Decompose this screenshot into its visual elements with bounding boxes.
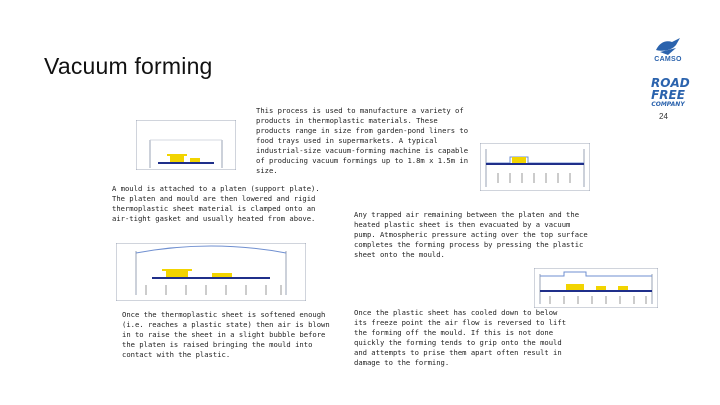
camso-wordmark: CAMSO [654, 56, 682, 63]
logo-road: ROAD [651, 76, 690, 90]
intro-paragraph: This process is used to manufacture a variety of products in thermoplastic materials. These products range in size from garden-pond liners to food trays used in supermarkets. A typical industrial-size vacuum-forming machine is capable of producing vacuum formings up to 1.8m x 1.5m in size. [256, 106, 469, 175]
step4-paragraph: Once the plastic sheet has cooled down to below its freeze point the air flow is reversed to lift the forming off the mould. If this is not done quickly the forming tends to grip onto the mould and attempts to prise them apart often result in damage to the forming. [354, 308, 567, 367]
step3-paragraph: Once the thermoplastic sheet is softened enough (i.e. reaches a plastic state) then air is blown in to raise the sheet in a slight bubble before the platen is raised bringing the mould into contact with the plastic. [122, 310, 330, 359]
diagram-forming-released [534, 268, 658, 308]
diagram-machine-setup [136, 120, 236, 170]
logo-company: COMPANY [651, 101, 685, 108]
step2-paragraph: Any trapped air remaining between the platen and the heated plastic sheet is then evacuated by a vacuum pump. Atmospheric pressure acting over the top surface completes the forming process by pressing the plastic sheet onto the mould. [354, 210, 588, 259]
page-number: 24 [659, 112, 668, 121]
diagram-bubble-formed [116, 243, 306, 301]
logo-free: FREE [651, 88, 685, 102]
step1-paragraph: A mould is attached to a platen (support plate). The platen and mould are then lowered and rigid thermoplastic sheet material is clamped onto an air-tight gasket and usually heated from above. [112, 184, 320, 223]
road-free-company-wordmark [651, 76, 690, 108]
slide-title: Vacuum forming [44, 53, 213, 79]
diagram-vacuum-applied [480, 143, 590, 191]
camso-bird-icon [654, 36, 682, 56]
